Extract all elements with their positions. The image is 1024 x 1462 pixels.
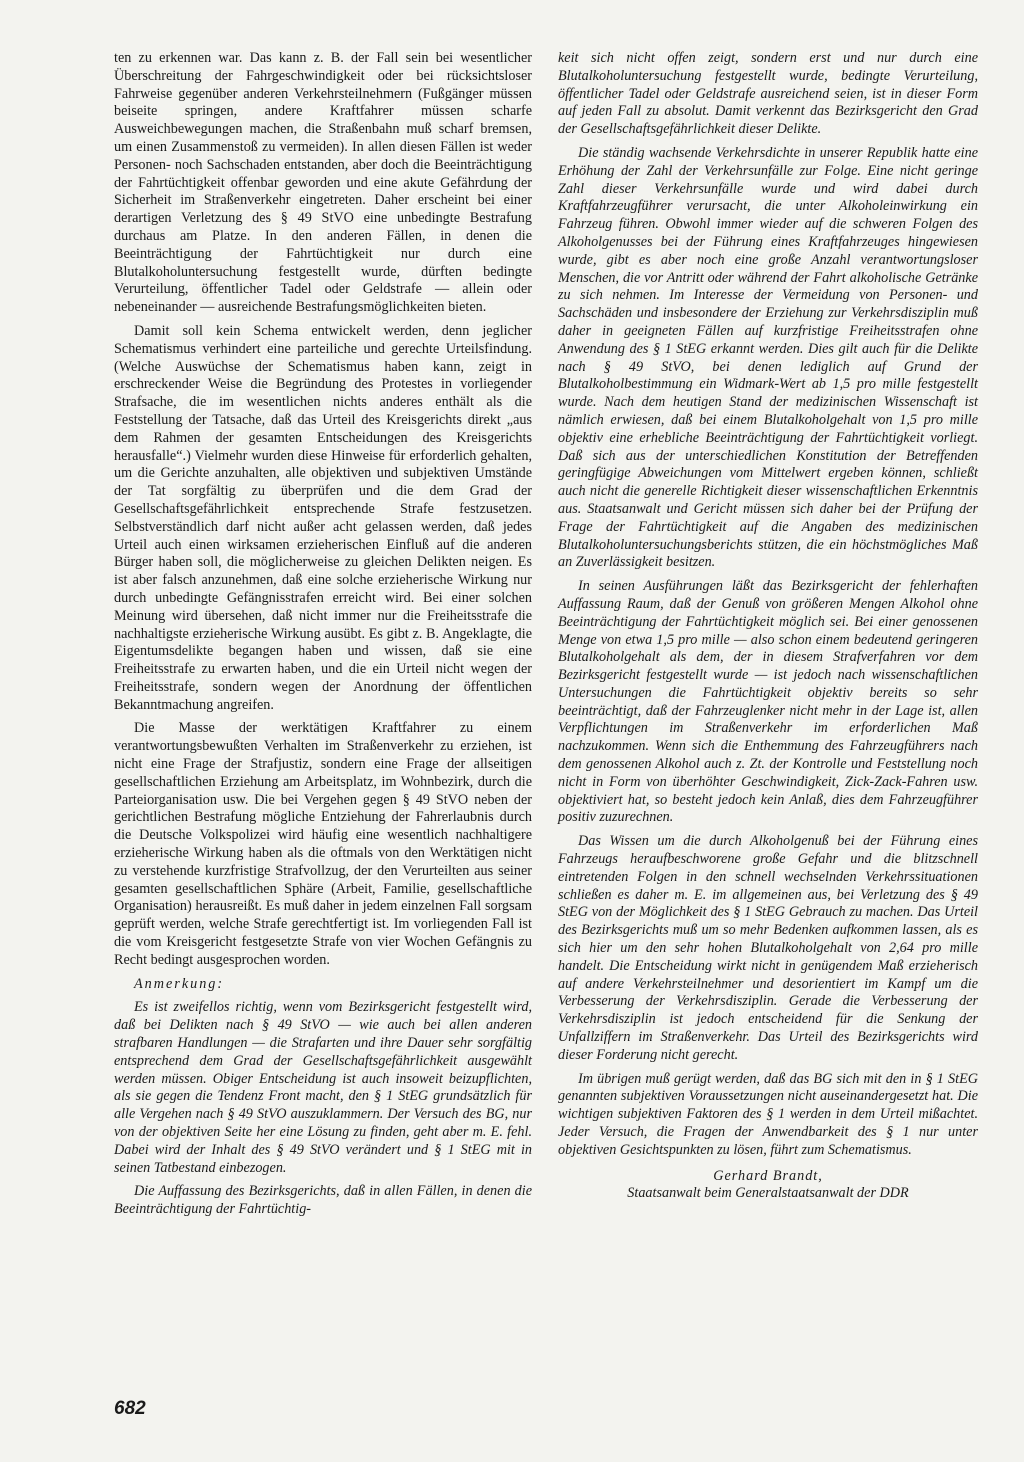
page-number: 682 xyxy=(114,1398,146,1419)
annotation-paragraph: Im übrigen muß gerügt werden, daß das BG sich mit den in § 1 StEG genannten subjektiven Voraussetzungen nicht auseinandergesetzt hat. Die wichtigen subjektiven Faktoren des § 1 werden in dem Urteil mißachtet. Jeder Versuch, die Fragen der Anwendbarkeit des § 1 nur unter objektiven Gesichtspunkten zu lösen, führt zum Schematismus. xyxy=(558,1070,978,1158)
left-column xyxy=(114,50,532,1225)
annotation-paragraph: Die Auffassung des Bezirksgerichts, daß in allen Fällen, in denen die Beeinträchtigung der Fahrtüchtig- xyxy=(114,1183,532,1218)
author-title: Staatsanwalt beim Generalstaatsanwalt der DDR xyxy=(627,1185,909,1202)
annotation-paragraph: Das Wissen um die durch Alkoholgenuß bei der Führung eines Fahrzeugs heraufbeschworene große Gefahr und die blitzschnell eintretenden Folgen in den schnell wechselnden Verkehrssituationen schließen es daher m. E. im allgemeinen aus, bei Verletzung des § 49 StEG von der Möglichkeit des § 1 StEG Gebrauch zu machen. Das Urteil des Bezirksgerichts muß um so mehr Bedenken aufkommen lassen, als es sich hier um den sehr hohen Blutalkoholgehalt von 2,64 pro mille handelt. Die Entscheidung wirkt nicht in genügendem Maß erzieherisch auf andere Verkehrsteilnehmer und desorientiert im Kampf um die Verbesserung der Verkehrsdisziplin. Gerade die Verbesserung der Verkehrsdisziplin ist jedoch entscheidend für die Senkung der Unfallziffern im Straßenverkehr. Das Urteil des Bezirksgerichts wird dieser Forderung nicht gerecht. xyxy=(558,833,978,1063)
annotation-paragraph: Die ständig wachsende Verkehrsdichte in unserer Republik hatte eine Erhöhung der Zahl der Verkehrsunfälle zur Folge. Eine nicht geringe Zahl dieser Verkehrsunfälle wurde und wird dabei durch Kraftfahrzeugführer verursacht, die unter Alkoholeinwirkung ein Fahrzeug führen. Obwohl immer wieder auf die schweren Folgen des Alkoholgenusses bei der Führung eines Kraftfahrzeuges hingewiesen wurde, gibt es aber noch eine große Anzahl verantwortungsloser Menschen, die vor Antritt oder während der Fahrt alkoholische Getränke zu sich nehmen. Im Interesse der Vermeidung von Personen- und Sachschäden und insbesondere der Erziehung zur Verkehrsdisziplin muß daher in geeigneten Fällen auf kurzfristige Freiheitsstrafen ohne Anwendung des § 1 StEG erkannt werden. Dies gilt auch für die Delikte nach § 49 StVO, bei denen lediglich auf Grund der Blutalkoholbestimmung ein Widmark-Wert ab 1,5 pro mille festgestellt wurde. Nach dem heutigen Stand der medizinischen Wissenschaft ist nämlich erwiesen, daß bei einem Blutalkoholgehalt von 1,5 pro mille objektiv eine erhebliche Beeinträchtigung der Fahrtüchtigkeit vorliegt. Daß sich aus der unterschiedlichen Konstitution der Betreffenden geringfügige Abweichungen vom Mittelwert ergeben können, schließt auch nicht die generelle Richtigkeit dieser wissenschaftlichen Erkenntnis aus. Staatsanwalt und Gericht müssen sich daher bei der Prüfung der Frage der Fahrtüchtigkeit auf die Angaben des medizinischen Blutalkoholuntersuchungsberichts stützen, die ein höchstmögliches Maß an Zuverlässigkeit besitzen. xyxy=(558,144,978,571)
paragraph: Damit soll kein Schema entwickelt werden, denn jeglicher Schematismus verhindert eine parteiliche und gerechte Urteilsfindung. (Welche Auswüchse der Schematismus haben kann, zeigt in erschreckender Weise die Begründung des Protestes in vorliegender Strafsache, die im wesentlichen nichts anderes enthält als die Feststellung der Tatsache, daß das Urteil des Kreisgerichts direkt „aus dem Rahmen der gesamten Entscheidungen des Kreisgerichts herausfalle“.) Vielmehr wurden diese Hinweise für erforderlich gehalten, um die Gerichte anzuhalten, alle objektiven und subjektiven Umstände der Tat sorgfältig zu überprüfen und die dem Grad der Gesellschaftsgefährlichkeit entsprechende Strafe festzusetzen. Selbstverständlich darf nicht außer acht gelassen werden, daß jedes Urteil auch einen wirksamen erzieherischen Einfluß auf die anderen Bürger haben soll, die möglicherweise zu gleichen Delikten neigen. Es ist aber falsch anzunehmen, daß eine solche erzieherische Wirkung nur durch unbedingte Gefängnisstrafen erreicht wird. Bei einer solchen Meinung wird übersehen, daß nicht immer nur die Freiheitsstrafe die nachhaltigste erzieherische Wirkung ausübt. Es gibt z. B. Angeklagte, die Eigentumsdelikte begangen haben und wissen, daß sie eine Freiheitsstrafe zu erwarten haben, und die ein Urteil nicht wegen der Freiheitsstrafe, sondern wegen der Anordnung der öffentlichen Bekanntmachung angreifen. xyxy=(114,322,532,713)
paragraph: Die Masse der werktätigen Kraftfahrer zu einem verantwortungsbewußten Verhalten im Straßenverkehr zu erziehen, ist nicht eine Frage der Strafjustiz, sondern eine Frage der allseitigen gesellschaftlichen Erziehung am Arbeitsplatz, im Wohnbezirk, durch die Parteiorganisation usw. Die bei Vergehen gegen § 49 StVO neben der gerichtlichen Bestrafung mögliche Entziehung der Fahrerlaubnis durch die Deutsche Volkspolizei wird häufig eine wesentlich nachhaltigere erzieherische Wirkung haben als die oftmals von den Werktätigen nicht zu verstehende kurzfristige Strafvollzug, der den Verurteilten aus seiner gesamten gesellschaftlichen Sphäre (Arbeit, Familie, gesellschaftliche Organisation) herausreißt. Es muß daher in jedem einzelnen Fall sorgsam geprüft werden, welche Strafe gerechtfertigt ist. Im vorliegenden Fall ist die vom Kreisgericht festgesetzte Strafe von vier Wochen Gefängnis zu Recht bedingt ausgesprochen worden. xyxy=(114,720,532,968)
signature-block xyxy=(558,1168,978,1204)
annotation-paragraph: keit sich nicht offen zeigt, sondern erst und nur durch eine Blutalkoholuntersuchung festgestellt wurde, bedingte Verurteilung, öffentlicher Tadel oder Geldstrafe ausreichend seien, ist in dieser Form auf jeden Fall zu absolut. Damit verkennt das Bezirksgericht den Grad der Gesellschaftsgefährlichkeit dieser Delikte. xyxy=(558,50,978,138)
annotation-paragraph: Es ist zweifellos richtig, wenn vom Bezirksgericht festgestellt wird, daß bei Delikten nach § 49 StVO — wie auch bei allen anderen strafbaren Handlungen — die Strafarten und ihre Dauer sehr sorgfältig entsprechend dem Grad der Gesellschaftsgefährlichkeit ausgewählt werden müssen. Obiger Entscheidung ist auch insoweit beizupflichten, als sie gegen die Tendenz Front macht, den § 1 StEG grundsätzlich für alle Vergehen nach § 49 StVO auszuklammern. Der Versuch des BG, nur von der objektiven Seite her eine Lösung zu finden, geht aber m. E. fehl. Dabei wird der Inhalt des § 49 StVO verändert und § 1 StEG mit in seinen Tatbestand einbezogen. xyxy=(114,999,532,1176)
author-name: Gerhard Brandt, xyxy=(713,1167,823,1184)
annotation-paragraph: In seinen Ausführungen läßt das Bezirksgericht der fehlerhaften Auffassung Raum, daß der Genuß von größeren Mengen Alkohol ohne Beeinträchtigung der Fahrtüchtigkeit möglich sei. Bei einer genossenen Menge von etwa 1,5 pro mille — also schon einem bedeutend geringeren Blutalkoholgehalt als dem, der in diesem Strafverfahren vor dem Bezirksgericht festgestellt wurde — ist jedoch nach wissenschaftlichen Untersuchungen die Fahrtüchtigkeit objektiv bereits so sehr beeinträchtigt, daß der Fahrzeuglenker nicht mehr in der Lage ist, allen Verpflichtungen im Straßenverkehr im erforderlichen Maß nachzukommen. Wenn sich die Enthemmung des Fahrzeugführers nach dem genossenen Alkohol auch z. Zt. der Kontrolle und Feststellung noch nicht in Form von überhöhter Geschwindigkeit, Zick-Zack-Fahren usw. objektiviert hat, so besteht jedoch kein Anlaß, dies dem Fahrzeugführer positiv zuzurechnen. xyxy=(558,578,978,826)
annotation-heading: Anmerkung: xyxy=(134,975,225,992)
right-column xyxy=(558,50,978,1203)
paragraph: ten zu erkennen war. Das kann z. B. der Fall sein bei wesentlicher Überschreitung der Fahrgeschwindigkeit oder bei rücksichtsloser Fahrweise gegenüber anderen Verkehrsteilnehmern (Fußgänger müssen beiseite springen, andere Kraftfahrer müssen scharfe Ausweichbewegungen machen, die Straßenbahn muß scharf bremsen, um einen Zusammenstoß zu vermeiden). In allen diesen Fällen ist weder Personen- noch Sachschaden entstanden, aber doch die Beeinträchtigung der Fahrtüchtigkeit offenbar geworden und eine akute Gefährdung der Sicherheit im Straßenverkehr eingetreten. Daher erscheint bei einer derartigen Verletzung des § 49 StVO eine unbedingte Bestrafung durchaus am Platze. In den anderen Fällen, in denen die Beeinträchtigung der Fahrtüchtigkeit nur durch eine Blutalkoholuntersuchung festgestellt wurde, dürften bedingte Verurteilung, öffentlicher Tadel oder Geldstrafe — allein oder nebeneinander — ausreichende Bestrafungsmöglichkeiten bieten. xyxy=(114,50,532,316)
